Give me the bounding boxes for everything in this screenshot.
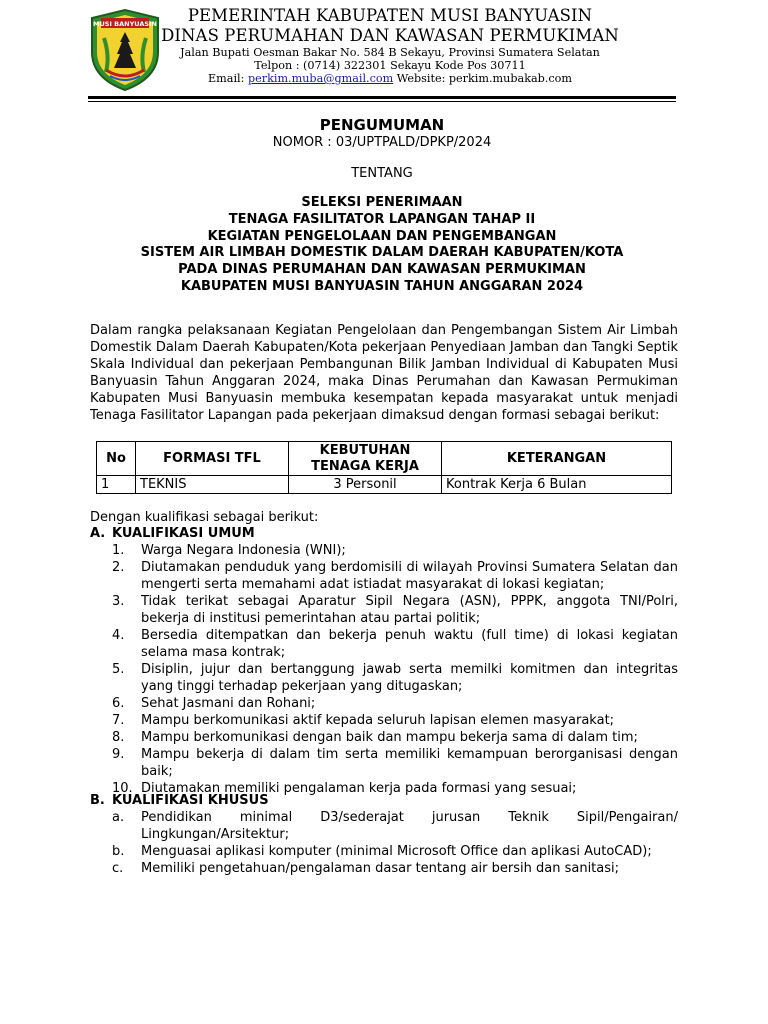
item-text: Mampu berkomunikasi dengan baik dan mampu bekerja sama di dalam tim;	[141, 730, 638, 745]
section-title: KUALIFIKASI UMUM	[112, 526, 255, 541]
item-number: 1.	[112, 543, 125, 558]
list-item	[90, 746, 678, 780]
table-row	[97, 476, 672, 494]
list-item	[90, 729, 678, 746]
letterhead-rule-thick	[88, 96, 676, 99]
list-item	[90, 559, 678, 593]
header-keterangan: KETERANGAN	[442, 442, 672, 476]
item-number: 2.	[112, 560, 125, 575]
letterhead-address: Jalan Bupati Oesman Bakar No. 584 B Sekayu, Provinsi Sumatera Selatan	[180, 46, 600, 59]
letterhead	[0, 0, 768, 96]
section-marker: B.	[90, 793, 105, 808]
item-text: Menguasai aplikasi komputer (minimal Microsoft Office dan aplikasi AutoCAD);	[141, 844, 652, 859]
item-number: 8.	[112, 730, 125, 745]
cell-no: 1	[97, 476, 136, 494]
item-number: 10.	[112, 781, 133, 796]
list-item	[90, 809, 678, 843]
header-kebutuhan	[289, 442, 442, 476]
item-text: Memiliki pengetahuan/pengalaman dasar tentang air bersih dan sanitasi;	[141, 861, 620, 876]
emblem-text: MUSI BANYUASIN	[93, 20, 157, 28]
item-text: Warga Negara Indonesia (WNI);	[141, 543, 346, 558]
letterhead-text	[160, 6, 620, 85]
page-title: PENGUMUMAN	[319, 116, 445, 134]
subject-line: SISTEM AIR LIMBAH DOMESTIK DALAM DAERAH KABUPATEN/KOTA	[140, 245, 624, 261]
list-item	[90, 695, 678, 712]
item-text: Diutamakan memiliki pengalaman kerja pada formasi yang sesuai;	[141, 781, 577, 796]
musi-banyuasin-emblem	[88, 8, 162, 92]
list-item	[90, 627, 678, 661]
item-text: Diutamakan penduduk yang berdomisili di wilayah Provinsi Sumatera Selatan dan mengerti serta memahami adat istiadat masyarakat di lokasi kegiatan;	[141, 560, 678, 592]
cell-formasi: TEKNIS	[136, 476, 289, 494]
letterhead-rule-thin	[88, 101, 676, 102]
letterhead-phone: Telpon : (0714) 322301 Sekayu Kode Pos 30711	[254, 59, 526, 72]
tentang-label: TENTANG	[351, 166, 413, 181]
item-text: Disiplin, jujur dan bertanggung jawab serta memilki komitmen dan integritas yang tinggi terhadap pekerjaan yang ditugaskan;	[141, 662, 678, 694]
letterhead-contact	[160, 72, 620, 85]
qualifications-intro: Dengan kualifikasi sebagai berikut:	[90, 510, 319, 525]
item-number: 9.	[112, 747, 125, 762]
item-text: Bersedia ditempatkan dan bekerja penuh waktu (full time) di lokasi kegiatan selama masa kontrak;	[141, 628, 678, 660]
formation-table	[96, 441, 672, 494]
cell-kebutuhan: 3 Personil	[289, 476, 442, 494]
subject-line: KEGIATAN PENGELOLAAN DAN PENGEMBANGAN	[207, 228, 557, 244]
subject-line: SELEKSI PENERIMAAN	[301, 195, 463, 210]
list-item	[90, 593, 678, 627]
section-heading-khusus	[90, 793, 269, 809]
list-item	[90, 843, 678, 860]
item-letter: a.	[112, 810, 125, 825]
item-number: 3.	[112, 594, 125, 609]
email-link[interactable]: perkim.muba@gmail.com	[247, 72, 394, 85]
header-formasi: FORMASI TFL	[136, 442, 289, 476]
subject-block	[88, 195, 676, 296]
cell-keterangan: Kontrak Kerja 6 Bulan	[442, 476, 672, 494]
subject-line: KABUPATEN MUSI BANYUASIN TAHUN ANGGARAN 2024	[180, 278, 584, 294]
item-number: 6.	[112, 696, 125, 711]
table-header-row	[97, 442, 672, 476]
website-text: Website: perkim.mubakab.com	[396, 72, 572, 85]
list-item	[90, 860, 678, 877]
item-letter: c.	[112, 861, 124, 876]
item-text: Mampu bekerja di dalam tim serta memiliki kemampuan berorganisasi dengan baik;	[141, 747, 678, 779]
list-item	[90, 661, 678, 695]
item-letter: b.	[112, 844, 125, 859]
section-heading-umum	[90, 526, 255, 542]
section-marker: A.	[90, 526, 106, 541]
letterhead-agency: DINAS PERUMAHAN DAN KAWASAN PERMUKIMAN	[161, 26, 619, 45]
letterhead-government: PEMERINTAH KABUPATEN MUSI BANYUASIN	[187, 6, 593, 25]
list-item	[90, 542, 678, 559]
item-text: Pendidikan minimal D3/sederajat jurusan Teknik Sipil/Pengairan/ Lingkungan/Arsitektur;	[141, 810, 678, 842]
item-text: Tidak terikat sebagai Aparatur Sipil Negara (ASN), PPPK, anggota TNI/Polri, bekerja di institusi pemerintahan atau partai politik;	[141, 594, 678, 626]
item-number: 4.	[112, 628, 125, 643]
general-qualifications-list	[90, 542, 678, 797]
list-item	[90, 712, 678, 729]
email-label: Email:	[208, 72, 245, 85]
section-title: KUALIFIKASI KHUSUS	[112, 793, 269, 808]
header-no: No	[97, 442, 136, 476]
header-kebutuhan-line2: TENAGA KERJA	[311, 458, 419, 474]
subject-line: TENAGA FASILITATOR LAPANGAN TAHAP II	[228, 211, 536, 227]
item-number: 7.	[112, 713, 125, 728]
item-number: 5.	[112, 662, 125, 677]
intro-paragraph: Dalam rangka pelaksanaan Kegiatan Pengelolaan dan Pengembangan Sistem Air Limbah Domestik Dalam Daerah Kabupaten/Kota pekerjaan Penyediaan Jamban dan Tangki Septik Skala Individual dan pekerjaan Pembangunan Bilik Jamban Individual di Kabupaten Musi Banyuasin Tahun Anggaran 2024, maka Dinas Perumahan dan Kawasan Permukiman Kabupaten Musi Banyuasin membuka kesempatan kepada masyarakat untuk menjadi Tenaga Fasilitator Lapangan pada pekerjaan dimaksud dengan formasi sebagai berikut:	[90, 323, 678, 423]
item-text: Mampu berkomunikasi aktif kepada seluruh lapisan elemen masyarakat;	[141, 713, 615, 728]
header-kebutuhan-line1: KEBUTUHAN	[319, 442, 411, 458]
item-text: Sehat Jasmani dan Rohani;	[141, 696, 316, 711]
document-number: NOMOR : 03/UPTPALD/DPKP/2024	[272, 135, 492, 150]
special-qualifications-list	[90, 809, 678, 877]
subject-line: PADA DINAS PERUMAHAN DAN KAWASAN PERMUKIMAN	[178, 262, 586, 278]
